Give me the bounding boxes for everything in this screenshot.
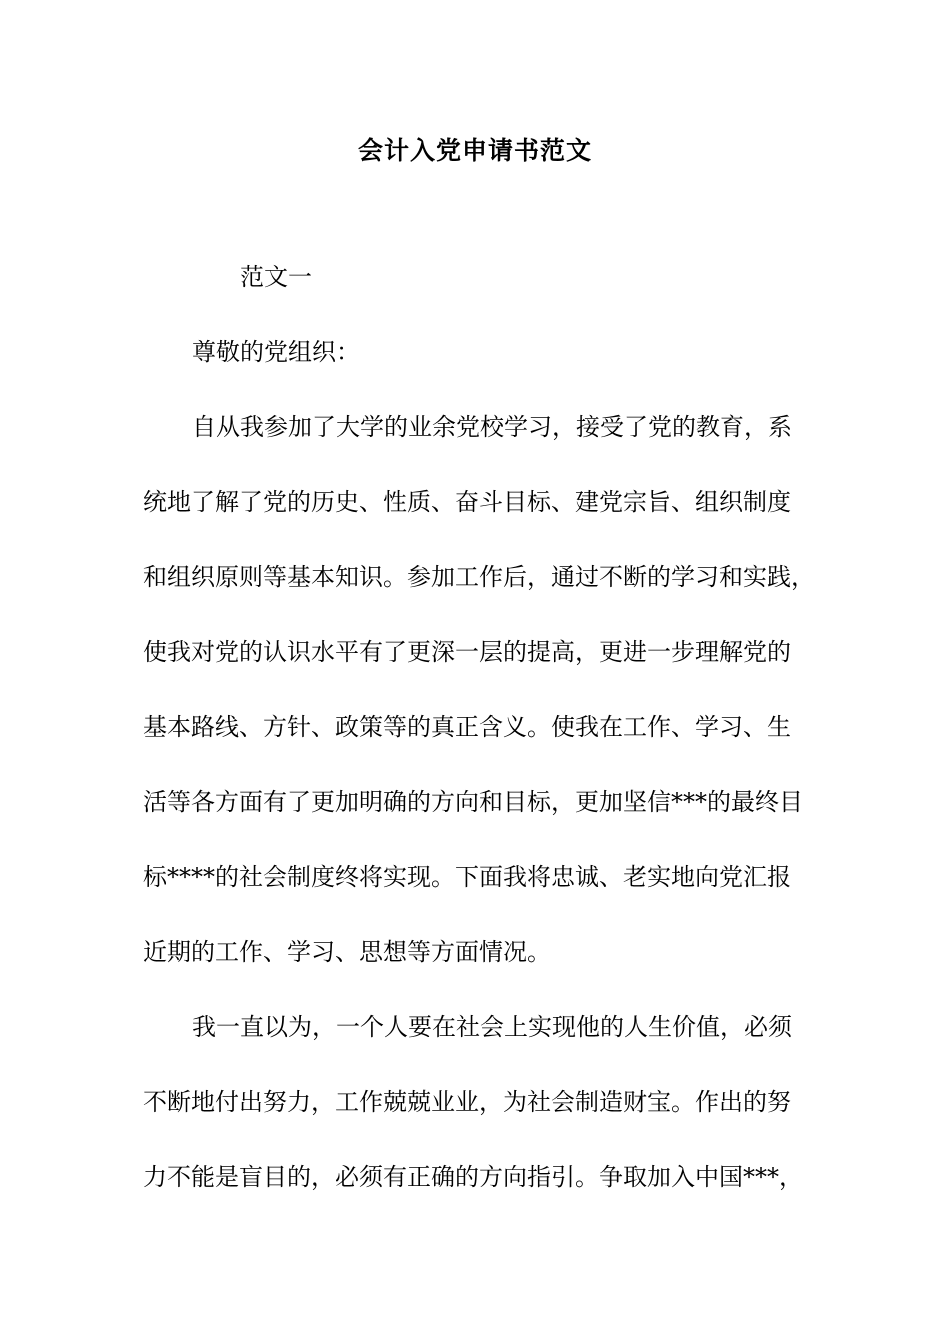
paragraph-line: 力不能是盲目的，必须有正确的方向指引。争取加入中国***， [143,1163,803,1191]
document-title: 会计入党申请书范文 [357,136,592,165]
paragraph-line: 标****的社会制度终将实现。下面我将忠诚、老实地向党汇报 [143,863,791,891]
paragraph-line: 统地了解了党的历史、性质、奋斗目标、建党宗旨、组织制度 [143,488,791,516]
paragraph-line: 不断地付出努力，工作兢兢业业，为社会制造财宝。作出的努 [143,1088,791,1116]
paragraph-line: 活等各方面有了更加明确的方向和目标，更加坚信***的最终目 [143,788,803,816]
paragraph-line: 基本路线、方针、政策等的真正含义。使我在工作、学习、生 [143,713,791,741]
salutation: 尊敬的党组织： [192,338,360,366]
paragraph-line: 和组织原则等基本知识。参加工作后，通过不断的学习和实践， [143,563,815,591]
paragraph-line: 我一直以为，一个人要在社会上实现他的人生价值，必须 [192,1013,792,1041]
paragraph-line: 使我对党的认识水平有了更深一层的提高，更进一步理解党的 [143,638,791,666]
section-label: 范文一 [240,263,312,291]
paragraph-line: 自从我参加了大学的业余党校学习，接受了党的教育，系 [192,413,792,441]
paragraph-line: 近期的工作、学习、思想等方面情况。 [143,938,551,966]
